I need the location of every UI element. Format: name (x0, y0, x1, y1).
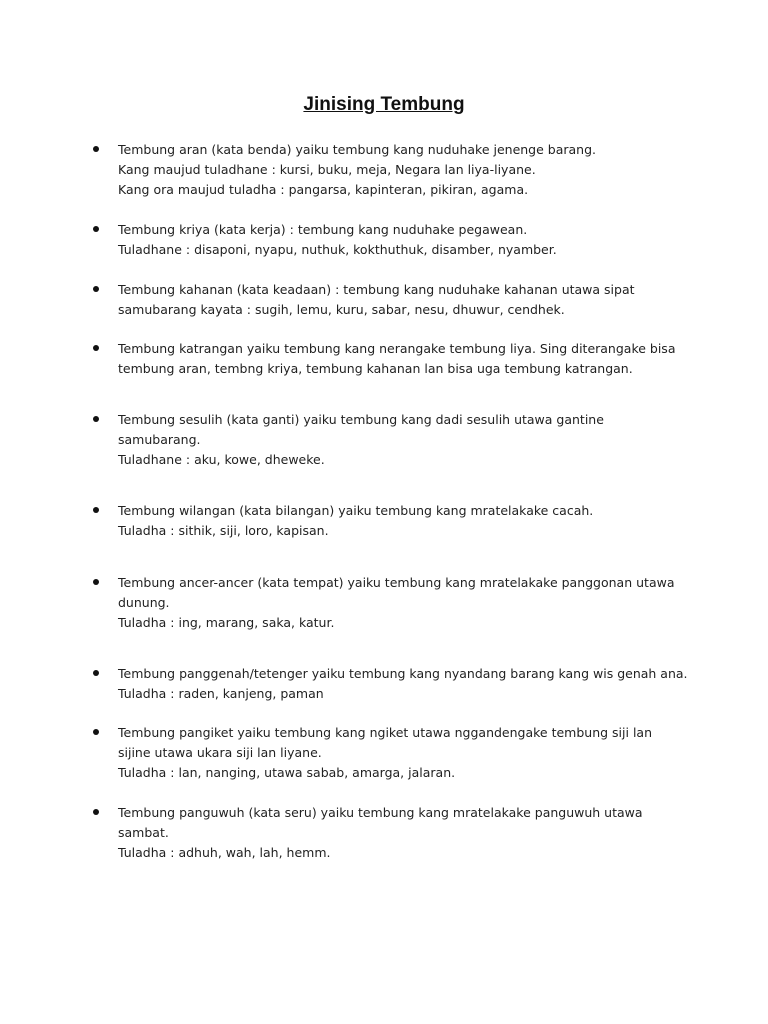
item-text: Tembung wilangan (kata bilangan) yaiku tembung kang mratelakake cacah. (118, 503, 594, 518)
item-text: samubarang. (118, 432, 201, 447)
item-text: Kang maujud tuladhane : kursi, buku, meja, Negara lan liya-liyane. (118, 162, 536, 177)
bullet-icon (93, 345, 99, 351)
item-text: Tuladha : raden, kanjeng, paman (118, 686, 324, 701)
item-text: tembung aran, tembng kriya, tembung kahanan lan bisa uga tembung katrangan. (118, 361, 633, 376)
bullet-icon (93, 670, 99, 676)
item-text: Tuladha : ing, marang, saka, katur. (118, 615, 335, 630)
item-text: Tuladhane : aku, kowe, dheweke. (118, 452, 325, 467)
item-text: Tembung kahanan (kata keadaan) : tembung kang nuduhake kahanan utawa sipat (118, 282, 635, 297)
item-text: Tembung panguwuh (kata seru) yaiku tembung kang mratelakake panguwuh utawa (118, 805, 643, 820)
item-text: samubarang kayata : sugih, lemu, kuru, sabar, nesu, dhuwur, cendhek. (118, 302, 565, 317)
item-text: Tembung katrangan yaiku tembung kang nerangake tembung liya. Sing diterangake bisa (118, 341, 676, 356)
item-text: sijine utawa ukara siji lan liyane. (118, 745, 322, 760)
item-text: Kang ora maujud tuladha : pangarsa, kapinteran, pikiran, agama. (118, 182, 529, 197)
bullet-icon (93, 507, 99, 513)
bullet-icon (93, 729, 99, 735)
item-text: Tembung ancer-ancer (kata tempat) yaiku tembung kang mratelakake panggonan utawa (118, 575, 675, 590)
page-title: Jinising Tembung (303, 94, 465, 115)
item-text: Tembung panggenah/tetenger yaiku tembung kang nyandang barang kang wis genah ana. (118, 666, 688, 681)
item-text: Tembung aran (kata benda) yaiku tembung kang nuduhake jenenge barang. (118, 142, 597, 157)
bullet-icon (93, 286, 99, 292)
item-text: dunung. (118, 595, 170, 610)
bullet-icon (93, 146, 99, 152)
bullet-icon (93, 579, 99, 585)
item-text: Tuladhane : disaponi, nyapu, nuthuk, kokthuthuk, disamber, nyamber. (118, 242, 557, 257)
item-text: Tembung kriya (kata kerja) : tembung kang nuduhake pegawean. (118, 222, 528, 237)
item-text: sambat. (118, 825, 169, 840)
bullet-icon (93, 809, 99, 815)
item-text: Tuladha : adhuh, wah, lah, hemm. (118, 845, 331, 860)
bullet-icon (93, 416, 99, 422)
item-text: Tembung pangiket yaiku tembung kang ngiket utawa nggandengake tembung siji lan (118, 725, 653, 740)
item-text: Tuladha : sithik, siji, loro, kapisan. (118, 523, 329, 538)
item-text: Tuladha : lan, nanging, utawa sabab, amarga, jalaran. (118, 765, 456, 780)
item-text: Tembung sesulih (kata ganti) yaiku tembung kang dadi sesulih utawa gantine (118, 412, 604, 427)
bullet-icon (93, 226, 99, 232)
